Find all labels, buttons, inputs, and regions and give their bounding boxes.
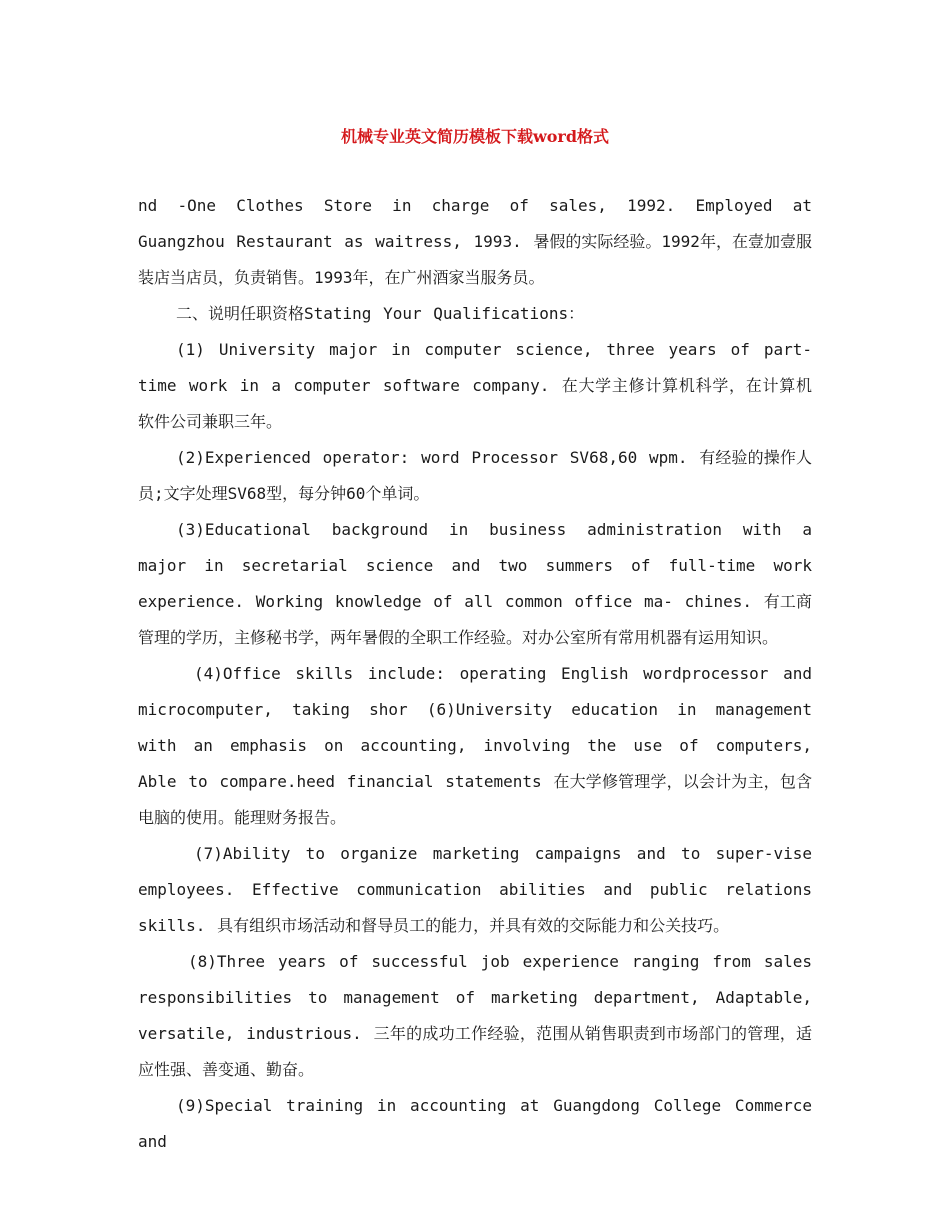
section-heading-qualifications: 二、说明任职资格Stating Your Qualifications： <box>176 304 585 323</box>
qualification-item-4-6: (4)Office skills include: operating English wordprocessor and microcomputer, taking shor (6)University education in management with an emphasis on accounting, involving the use of computers, Able to compare.heed financial statements 在大学修管理学，以会计为主，包含电脑的使用。能理财务报告。 <box>138 664 812 827</box>
qualification-item-3: (3)Educational background in business administration with a major in secretarial science and two summers of full-time work experience. Working knowledge of all common office ma- chines. 有工商管理的学历，主修秘书学，两年暑假的全职工作经验。对办公室所有常用机器有运用知识。 <box>138 520 812 647</box>
qualification-item-2: (2)Experienced operator: word Processor SV68,60 wpm. 有经验的操作人员;文字处理SV68型，每分钟60个单词。 <box>138 448 812 503</box>
page-title: 机械专业英文简历模板下载word格式 <box>340 127 610 146</box>
qualification-item-7: (7)Ability to organize marketing campaigns and to super-vise employees. Effective communication abilities and public relations skills. 具有组织市场活动和督导员工的能力，并具有效的交际能力和公关技巧。 <box>138 844 812 935</box>
document-body <box>138 188 812 1160</box>
qualification-item-1: (1) University major in computer science, three years of part- time work in a computer software company. 在大学主修计算机科学，在计算机软件公司兼职三年。 <box>138 340 812 431</box>
qualification-item-8: (8)Three years of successful job experience ranging from sales responsibilities to management of marketing department, Adaptable, versatile, industrious. 三年的成功工作经验，范围从销售职责到市场部门的管理，适应性强、善变通、勤奋。 <box>138 952 812 1079</box>
qualification-item-9: (9)Special training in accounting at Guangdong College Commerce and <box>138 1096 812 1151</box>
paragraph-vacation-experience: nd -One Clothes Store in charge of sales, 1992. Employed at Guangzhou Restaurant as waitress, 1993. 暑假的实际经验。1992年，在壹加壹服装店当店员，负责销售。1993年，在广州酒家当服务员。 <box>138 196 812 287</box>
